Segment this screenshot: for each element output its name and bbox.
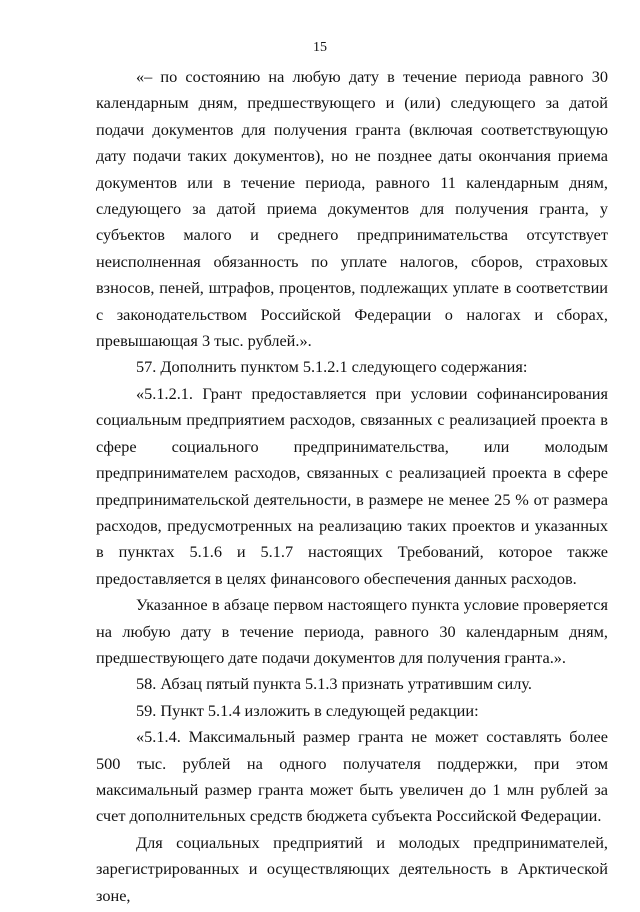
paragraph-item-57: 57. Дополнить пунктом 5.1.2.1 следующего содержания: <box>136 357 528 377</box>
paragraph-item-59: 59. Пункт 5.1.4 изложить в следующей редакции: <box>136 700 479 720</box>
paragraph-condition-check: Указанное в абзаце первом настоящего пункта условие проверяется на любую дату в течение периода, равного 30 календарным дням, предшествующего дате подачи документов для получения гранта.». <box>96 595 608 667</box>
paragraph-item-58: 58. Абзац пятый пункта 5.1.3 признать утратившим силу. <box>136 674 532 694</box>
paragraph-clause-5-1-2-1: «5.1.2.1. Грант предоставляется при условии софинансирования социальным предприятием расходов, связанных с реализацией проекта в сфере социального предпринимательства, или молодым предпринимателем расходов, связанных с реализацией проекта в сфере предпринимательской деятельности, в размере не менее 25 % от размера расходов, предусмотренных на реализацию таких проектов и указанных в пунктах 5.1.6 и 5.1.7 настоящих Требований, которое также предоставляется в целях финансового обеспечения данных расходов. <box>96 383 608 588</box>
paragraph-arctic-zone: Для социальных предприятий и молодых предпринимателей, зарегистрированных и осуществляющих деятельность в Арктической зоне, <box>96 832 608 905</box>
document-body <box>96 64 608 909</box>
page-number: 15 <box>313 40 327 55</box>
paragraph-tax-arrears-clause: «– по состоянию на любую дату в течение периода равного 30 календарным дням, предшествующего и (или) следующего за датой подачи документов для получения гранта (включая соответствующую дату подачи таких документов), но не позднее даты окончания приема документов или в течение периода, равного 11 календарным дням, следующего за датой приема документов для получения гранта, у субъектов малого и среднего предпринимательства отсутствует неисполненная обязанность по уплате налогов, сборов, страховых взносов, пеней, штрафов, процентов, подлежащих уплате в соответствии с законодательством Российской Федерации о налогах и сборах, превышающая 3 тыс. рублей.». <box>96 67 608 351</box>
paragraph-clause-5-1-4: «5.1.4. Максимальный размер гранта не может составлять более 500 тыс. рублей на одного получателя поддержки, при этом максимальный размер гранта может быть увеличен до 1 млн рублей за счет дополнительных средств бюджета субъекта Российской Федерации. <box>96 727 608 826</box>
